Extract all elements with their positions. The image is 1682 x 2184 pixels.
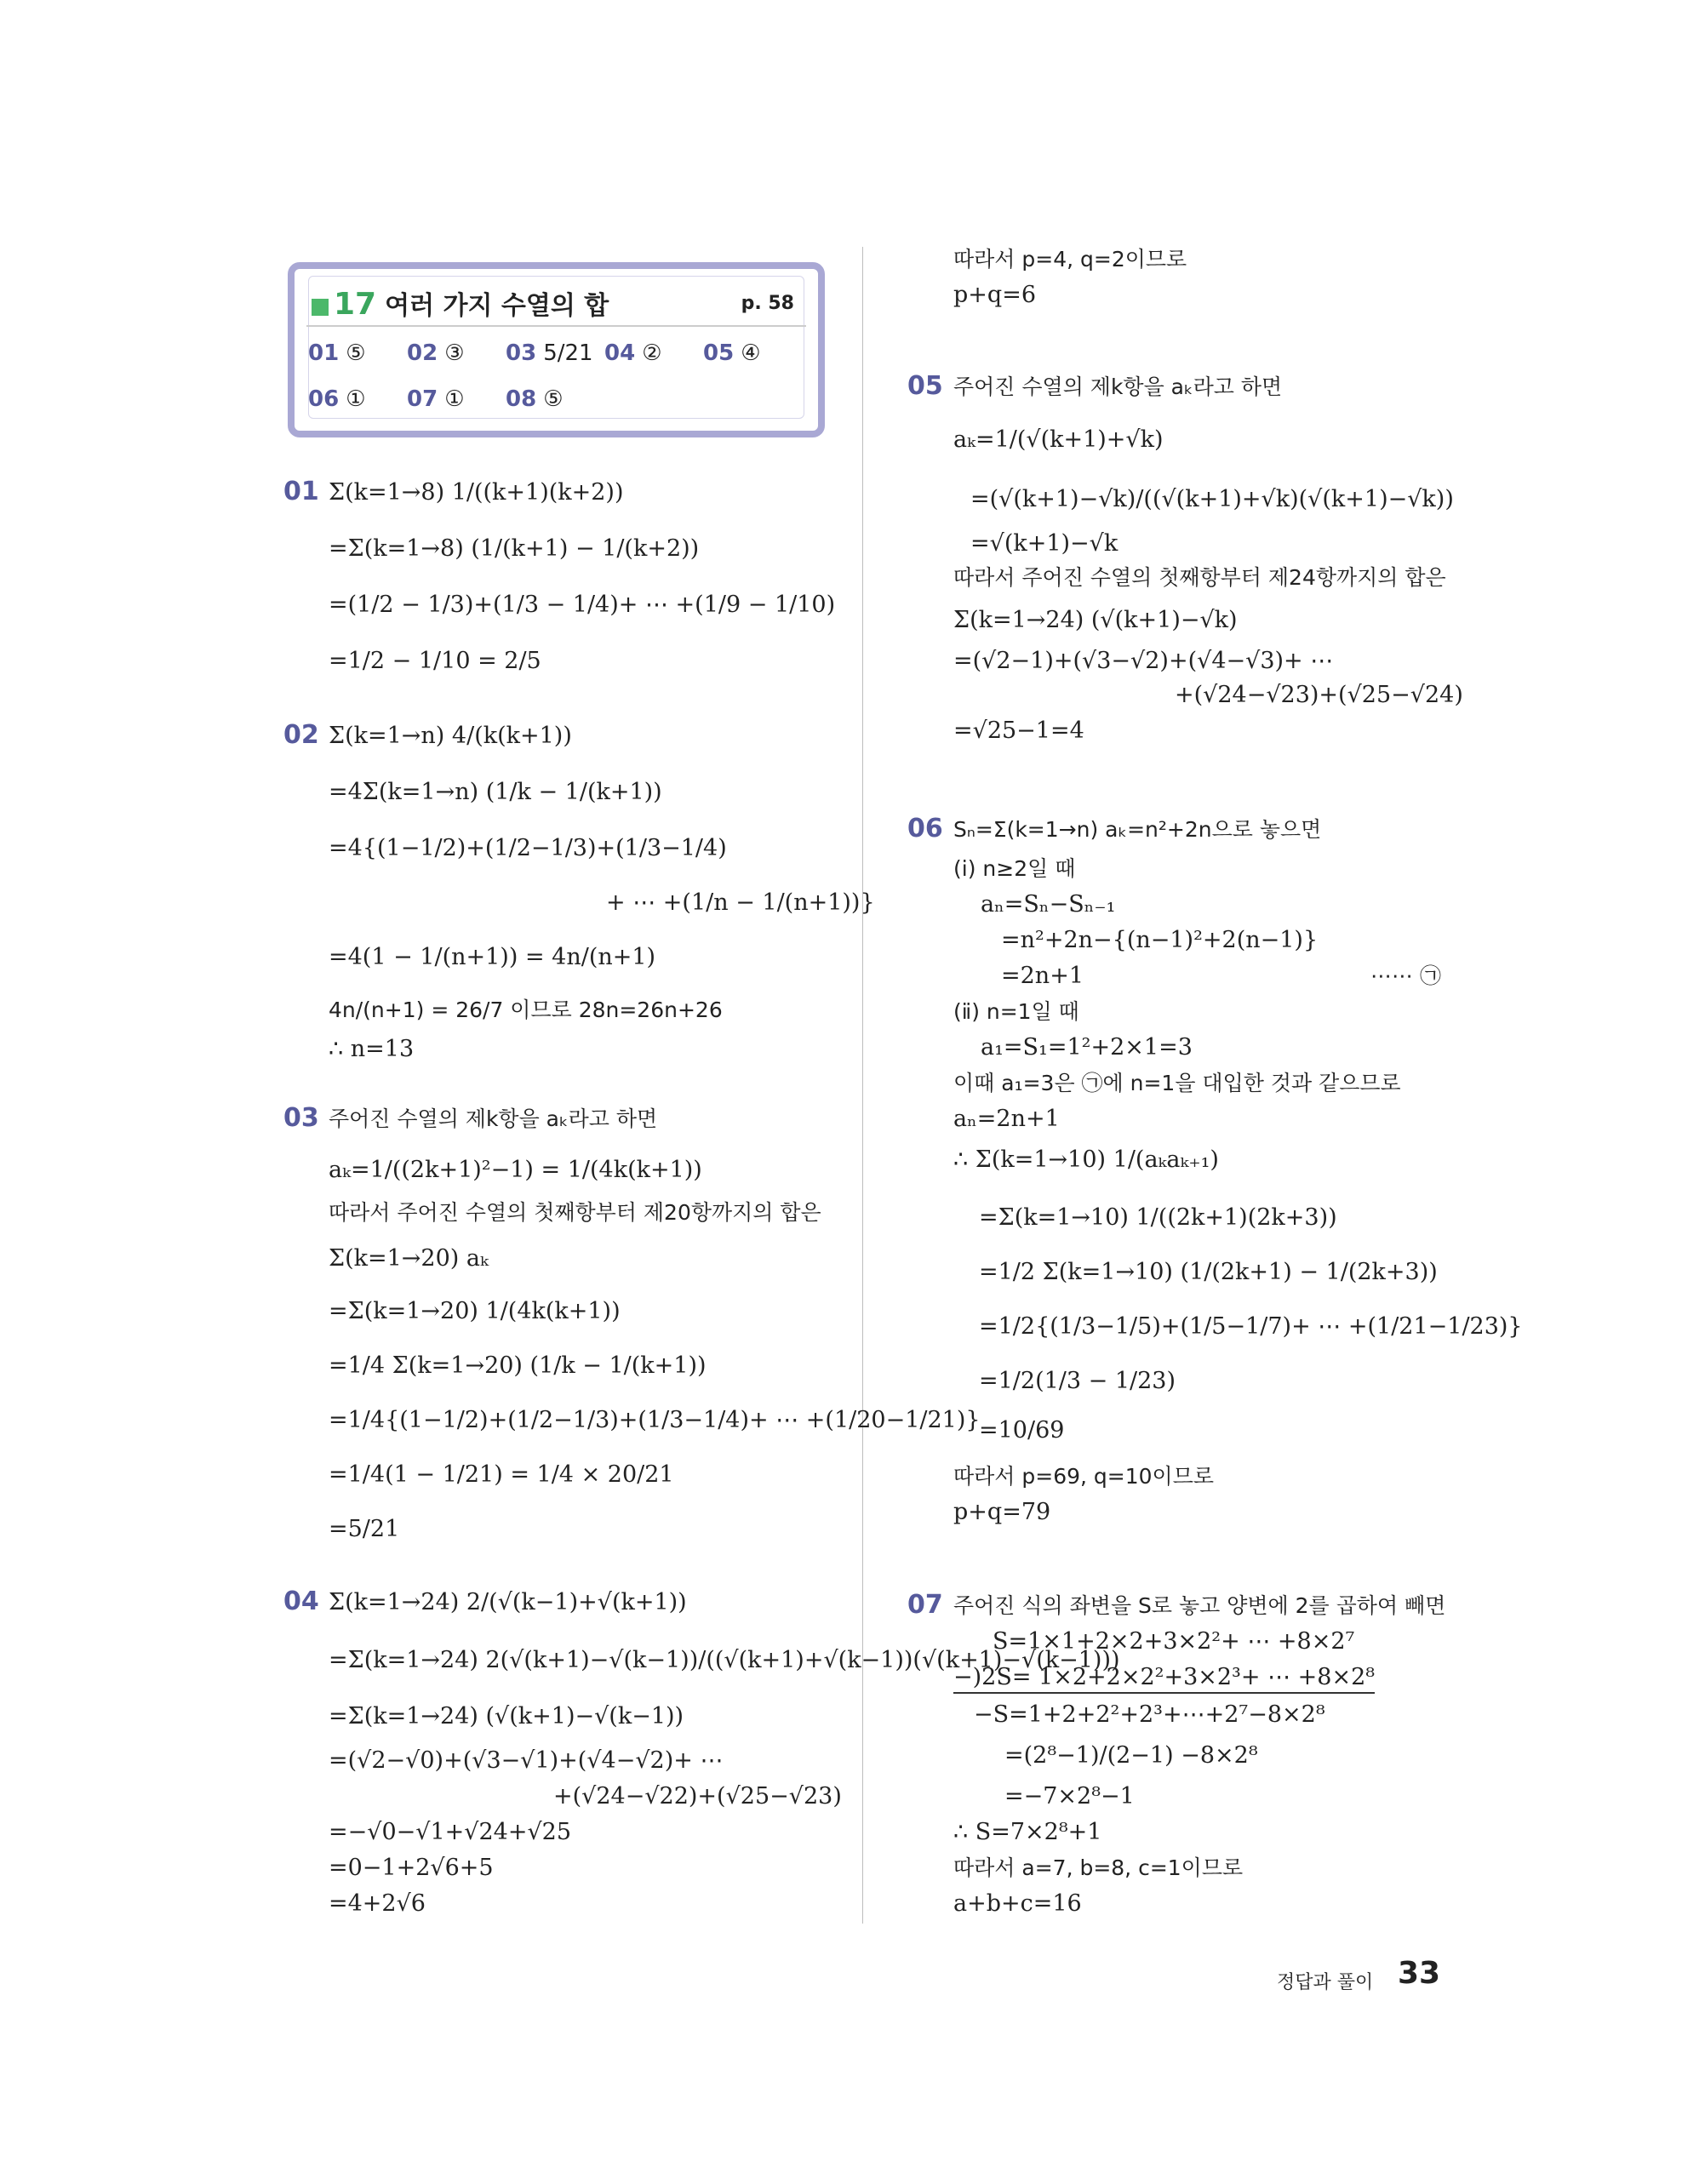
answer-item: 06 ① — [308, 386, 366, 412]
solution-line: Sₙ=Σ(k=1→n) aₖ=n²+2n으로 놓으면 — [953, 817, 1322, 842]
page-reference: p. 58 — [741, 293, 794, 314]
solution-line: a₁=S₁=1²+2×1=3 — [981, 1034, 1193, 1061]
solution-line: 주어진 수열의 제k항을 aₖ라고 하면 — [953, 374, 1283, 399]
solution-line: ∴ Σ(k=1→10) 1/(aₖaₖ₊₁) — [953, 1146, 1219, 1173]
solution-line: =1/2(1/3 − 1/23) — [979, 1368, 1176, 1394]
answer-summary-box — [288, 262, 825, 437]
chapter-number: 17 — [334, 287, 377, 322]
answer-item: 01 ⑤ — [308, 340, 366, 366]
solution-line: =Σ(k=1→24) 2(√(k+1)−√(k−1))/((√(k+1)+√(k−1))(√(k+1)−√(k−1))) — [329, 1647, 1120, 1673]
solution-line: 주어진 식의 좌변을 S로 놓고 양변에 2를 곱하여 빼면 — [953, 1593, 1446, 1618]
answer-item: 03 5/21 — [506, 340, 593, 366]
answer-item: 08 ⑤ — [506, 386, 564, 412]
solution-line: =5/21 — [329, 1516, 400, 1542]
solution-line: 이때 a₁=3은 ㉠에 n=1을 대입한 것과 같으므로 — [953, 1071, 1401, 1095]
solution-line: aₙ=Sₙ−Sₙ₋₁ — [981, 891, 1116, 918]
problem-number: 01 — [283, 477, 319, 506]
chapter-title: 여러 가지 수열의 합 — [385, 291, 609, 321]
solution-line: S=1×1+2×2+3×2²+ ⋯ +8×2⁷ — [993, 1628, 1355, 1655]
solution-line: =1/2 − 1/10 = 2/5 — [329, 648, 541, 674]
solution-line: =4+2√6 — [329, 1890, 426, 1917]
problem-number: 06 — [907, 814, 943, 843]
solution-line: (ⅰ) n≥2일 때 — [953, 856, 1076, 881]
solution-line: =(2⁸−1)/(2−1) −8×2⁸ — [1004, 1742, 1258, 1769]
solution-line: Σ(k=1→24) (√(k+1)−√k) — [953, 607, 1238, 633]
solution-line: =−√0−√1+√24+√25 — [329, 1819, 572, 1845]
solution-line: =(√(k+1)−√k)/((√(k+1)+√k)(√(k+1)−√k)) — [970, 486, 1454, 512]
solution-line: −S=1+2+2²+2³+⋯+2⁷−8×2⁸ — [974, 1701, 1325, 1728]
marker-label: ⋯⋯ ㉠ — [1370, 963, 1441, 988]
problem-number: 05 — [907, 371, 943, 401]
answer-item: 04 ② — [604, 340, 662, 366]
problem-number: 04 — [283, 1587, 319, 1616]
green-square-icon — [312, 299, 329, 316]
solution-line: 따라서 주어진 수열의 첫째항부터 제20항까지의 합은 — [329, 1200, 821, 1225]
page-number: 33 — [1398, 1956, 1441, 1991]
solution-line: aₖ=1/(√(k+1)+√k) — [953, 426, 1164, 453]
solution-line: =1/2{(1/3−1/5)+(1/5−1/7)+ ⋯ +(1/21−1/23)} — [979, 1313, 1523, 1340]
solution-line: =1/2 Σ(k=1→10) (1/(2k+1) − 1/(2k+3)) — [979, 1259, 1438, 1285]
solution-line: 주어진 수열의 제k항을 aₖ라고 하면 — [329, 1106, 658, 1131]
solution-line: aₙ=2n+1 — [953, 1106, 1060, 1132]
solution-line: =Σ(k=1→8) (1/(k+1) − 1/(k+2)) — [329, 535, 700, 562]
solution-line: =1/4{(1−1/2)+(1/2−1/3)+(1/3−1/4)+ ⋯ +(1/20−1/21)} — [329, 1407, 981, 1433]
answer-item: 02 ③ — [407, 340, 465, 366]
solution-line: Σ(k=1→20) aₖ — [329, 1245, 489, 1272]
answer-item: 07 ① — [407, 386, 465, 412]
solution-line: ∴ S=7×2⁸+1 — [953, 1819, 1102, 1845]
solution-line: =Σ(k=1→10) 1/((2k+1)(2k+3)) — [979, 1204, 1337, 1231]
section-title — [312, 284, 609, 322]
solution-line: =n²+2n−{(n−1)²+2(n−1)} — [1001, 927, 1319, 953]
solution-line: =1/4 Σ(k=1→20) (1/k − 1/(k+1)) — [329, 1352, 707, 1379]
solution-line: =Σ(k=1→20) 1/(4k(k+1)) — [329, 1298, 621, 1324]
solution-line: 따라서 p=69, q=10이므로 — [953, 1464, 1214, 1489]
box-divider — [306, 325, 806, 327]
solution-line: ∴ n=13 — [329, 1036, 415, 1062]
problem-number: 02 — [283, 720, 319, 750]
solution-line: 4n/(n+1) = 26/7 이므로 28n=26n+26 — [329, 998, 723, 1022]
solution-line: Σ(k=1→8) 1/((k+1)(k+2)) — [329, 479, 624, 506]
solution-line: =4{(1−1/2)+(1/2−1/3)+(1/3−1/4) — [329, 835, 727, 861]
solution-line: p+q=79 — [953, 1499, 1051, 1525]
answer-item: 05 ④ — [703, 340, 761, 366]
solution-line: =−7×2⁸−1 — [1004, 1783, 1135, 1810]
solution-line: aₖ=1/((2k+1)²−1) = 1/(4k(k+1)) — [329, 1157, 702, 1183]
solution-line: 따라서 a=7, b=8, c=1이므로 — [953, 1855, 1244, 1880]
solution-line: p+q=6 — [953, 282, 1036, 308]
solution-line: +(√24−√22)+(√25−√23) — [553, 1783, 842, 1810]
solution-line: a+b+c=16 — [953, 1890, 1082, 1917]
solution-line: =0−1+2√6+5 — [329, 1855, 494, 1881]
solution-line: =4(1 − 1/(n+1)) = 4n/(n+1) — [329, 944, 656, 970]
solution-line: 따라서 p=4, q=2이므로 — [953, 247, 1187, 272]
solution-line: +(√24−√23)+(√25−√24) — [1175, 682, 1463, 708]
problem-number: 07 — [907, 1590, 943, 1620]
solution-line: =(1/2 − 1/3)+(1/3 − 1/4)+ ⋯ +(1/9 − 1/10) — [329, 592, 836, 618]
solution-line: =√(k+1)−√k — [970, 530, 1118, 557]
solution-line: =Σ(k=1→24) (√(k+1)−√(k−1)) — [329, 1703, 684, 1729]
solution-line: =√25−1=4 — [953, 718, 1084, 744]
solution-line: 따라서 주어진 수열의 첫째항부터 제24항까지의 합은 — [953, 565, 1446, 590]
solution-line: =4Σ(k=1→n) (1/k − 1/(k+1)) — [329, 779, 662, 805]
solution-line: Σ(k=1→24) 2/(√(k−1)+√(k+1)) — [329, 1589, 687, 1615]
solution-line: =10/69 — [979, 1417, 1065, 1444]
solution-line: =(√2−√0)+(√3−√1)+(√4−√2)+ ⋯ — [329, 1747, 724, 1774]
solution-line: Σ(k=1→n) 4/(k(k+1)) — [329, 723, 572, 749]
solution-line: =1/4(1 − 1/21) = 1/4 × 20/21 — [329, 1461, 674, 1488]
solution-line: + ⋯ +(1/n − 1/(n+1))} — [606, 889, 875, 916]
footer-label: 정답과 풀이 — [1277, 1972, 1374, 1993]
solution-line: =(√2−1)+(√3−√2)+(√4−√3)+ ⋯ — [953, 648, 1334, 674]
problem-number: 03 — [283, 1103, 319, 1133]
solution-line: (ⅱ) n=1일 때 — [953, 999, 1079, 1024]
solution-line: −)2S= 1×2+2×2²+3×2³+ ⋯ +8×2⁸ — [953, 1663, 1375, 1694]
solution-line: =2n+1 — [1001, 963, 1084, 989]
